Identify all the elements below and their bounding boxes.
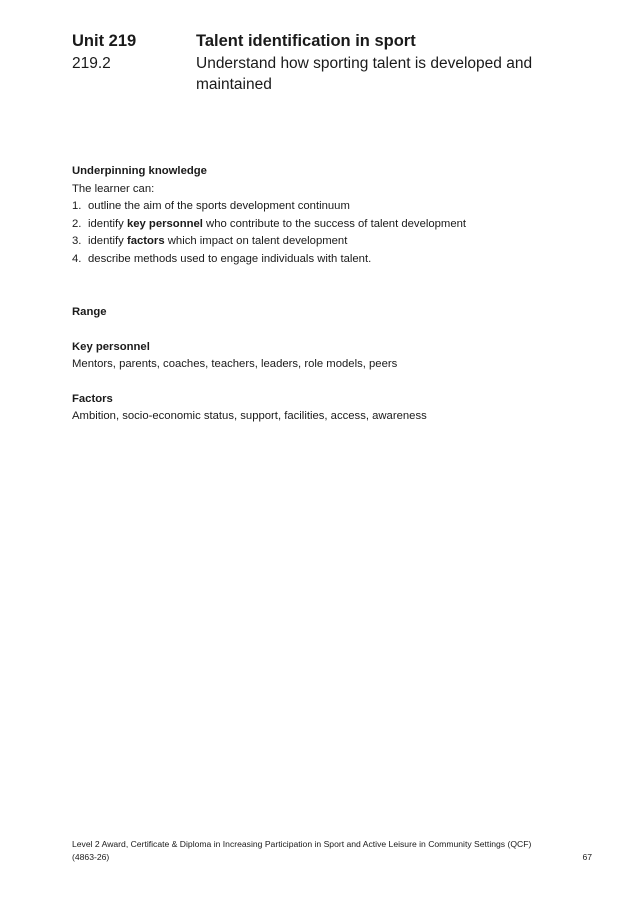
page-number: 67: [582, 852, 592, 862]
list-item-number: 4.: [72, 252, 82, 265]
list-item: [72, 198, 592, 216]
unit-row: [72, 30, 592, 52]
list-item-number: 2.: [72, 217, 82, 230]
outcome-title: Understand how sporting talent is developed and maintained: [196, 55, 533, 93]
unit-content: [72, 163, 592, 426]
outcome-row: [72, 52, 592, 95]
list-item-number: 1.: [72, 200, 82, 212]
range-heading: Range: [72, 306, 107, 318]
factors-heading: Factors: [72, 392, 113, 405]
footer-qualification-code: (4863-26): [72, 852, 110, 862]
outcome-code: 219.2: [72, 55, 111, 72]
key-term: factors: [126, 235, 165, 247]
list-item-text: identify factors which impact on talent development: [88, 235, 348, 247]
list-item-text: identify key personnel who contribute to the success of talent development: [88, 217, 467, 230]
footer-qualification-title: Level 2 Award, Certificate & Diploma in Increasing Participation in Sport and Active Leisure in Community Settings (QCF): [72, 839, 532, 849]
key-term: key personnel: [126, 217, 203, 230]
knowledge-intro: The learner can:: [72, 182, 155, 195]
key-personnel-heading: Key personnel: [72, 340, 150, 353]
list-item: [72, 251, 592, 269]
factors-text: Ambition, socio-economic status, support, facilities, access, awareness: [72, 410, 427, 422]
unit-label: Unit 219: [72, 32, 137, 50]
key-personnel-text: Mentors, parents, coaches, teachers, leaders, role models, peers: [72, 358, 398, 370]
unit-header: [72, 30, 592, 95]
unit-title: Talent identification in sport: [196, 32, 416, 50]
page-footer: [72, 838, 592, 864]
knowledge-heading: Underpinning knowledge: [72, 165, 207, 177]
list-item-text: outline the aim of the sports development continuum: [88, 200, 350, 212]
list-item: [72, 216, 592, 234]
knowledge-list: [72, 198, 592, 268]
list-item: [72, 233, 592, 251]
list-item-number: 3.: [72, 235, 82, 247]
list-item-text: describe methods used to engage individuals with talent.: [88, 252, 372, 265]
